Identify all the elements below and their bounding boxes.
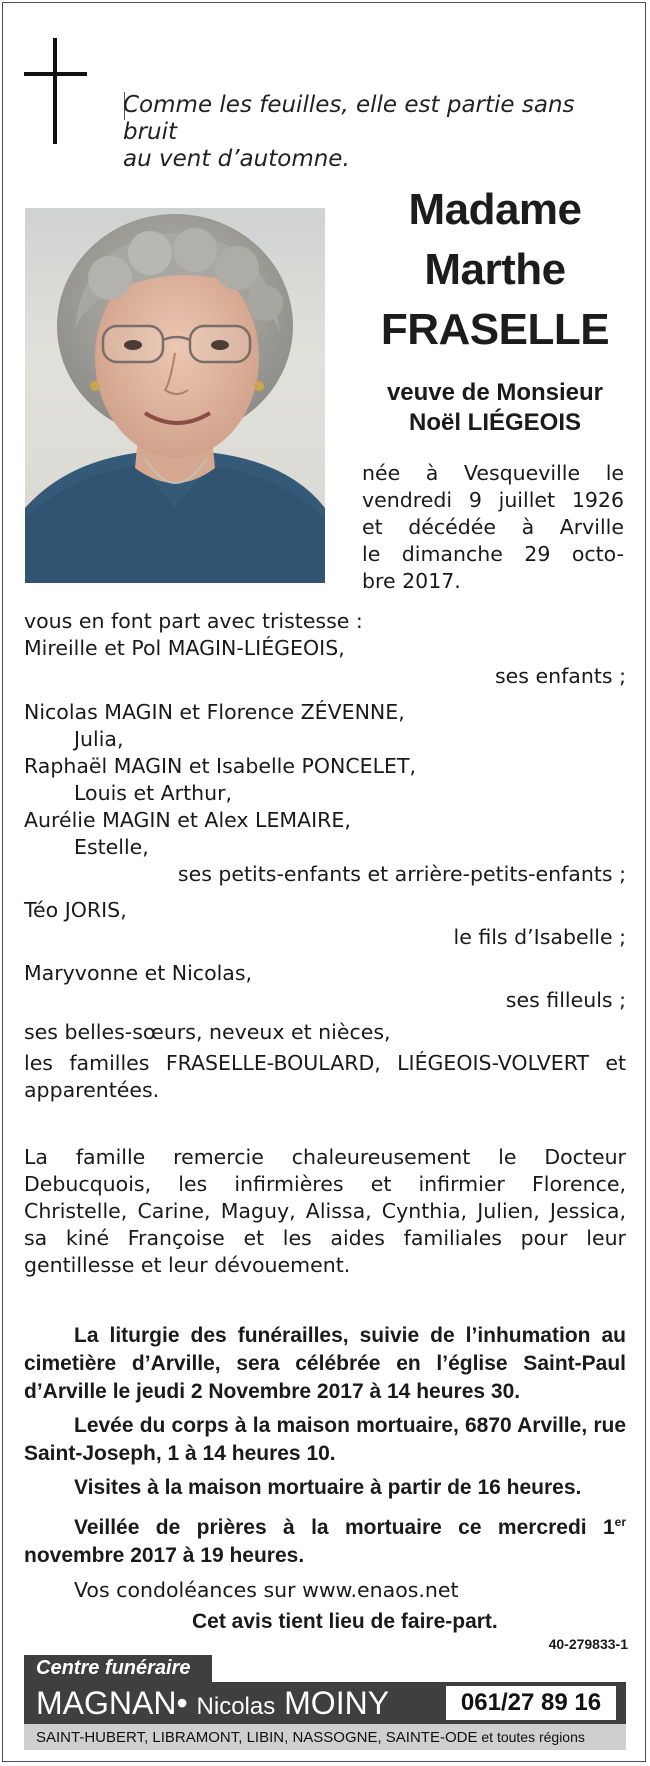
relation-label: ses filleuls ; [505,988,626,1012]
phone-number: 061/27 89 16 [460,1689,602,1716]
birth-line: vendredi 9 juillet 1926 [362,488,624,512]
vigil-sup: er [614,1515,626,1529]
funeral-center-text: Centre funéraire [36,1657,191,1679]
bullet-separator: • [176,1685,188,1721]
family-line: les familles FRASELLE-BOULARD, LIÉGEOIS-VOLVERT et apparentées. [24,1051,626,1102]
condolences-link: Vos condoléances sur www.enaos.net [74,1578,459,1602]
relation-label: le fils d’Isabelle ; [453,925,626,949]
name-last: FRASELLE [380,305,610,354]
name-nicolas: Nicolas [196,1693,276,1720]
service-towns: SAINT-HUBERT, LIBRAMONT, LIBIN, NASSOGNE, SAINTE-ODE [36,1729,478,1746]
phone-box [446,1686,616,1720]
ceremony-vigil [24,1508,626,1570]
family-line: Estelle, [74,835,149,859]
name-magnan: MAGNAN [36,1685,177,1721]
portrait-photo [25,208,325,583]
ceremony-levee: Levée du corps à la maison mortuaire, 6870 Arville, rue Saint-Joseph, 1 à 14 heures 10. [24,1414,626,1465]
ceremony-visits: Visites à la maison mortuaire à partir de 16 heures. [74,1476,582,1499]
spouse-info [330,378,650,438]
relation-label: ses enfants ; [494,664,626,688]
funeral-home-name [36,1682,389,1728]
vigil-text-end: novembre 2017 à 19 heures. [24,1544,305,1567]
family-line: Raphaël MAGIN et Isabelle PONCELET, [24,754,416,778]
family-line: Nicolas MAGIN et Florence ZÉVENNE, [24,700,405,724]
quote-line: au vent d’automne. [123,146,350,172]
ceremony-liturgy: La liturgie des funérailles, suivie de l’inhumation au cimetière d’Arville, sera célébrée en l’église Saint-Paul d’Arville le jeudi 2 Novembre 2017 à 14 heures 30. [24,1324,626,1403]
announcement [24,608,626,1104]
quote-line: Comme les feuilles, elle est partie sans bruit [123,92,575,145]
family-line: Maryvonne et Nicolas, [24,961,253,985]
family-line: Aurélie MAGIN et Alex LEMAIRE, [24,808,351,832]
announce-intro: vous en font part avec tristesse : [24,609,363,633]
relation-label: ses petits-enfants et arrière-petits-enfants ; [177,862,626,886]
birth-death-info [362,460,624,595]
family-line: ses belles-sœurs, neveux et nièces, [24,1020,391,1044]
funeral-center-label [24,1655,212,1682]
quote [123,92,623,173]
deceased-name [360,180,630,360]
family-line: Julia, [74,727,124,751]
birth-line: bre 2017. [362,569,461,593]
thanks-paragraph: La famille remercie chaleureusement le Docteur Debucquois, les infirmières et infirmier Florence, Christelle, Carine, Maguy, Alissa, Cynthia, Julien, Jessica, sa kiné Françoise et les aides familiales pour leur gentillesse et leur dévouement. [24,1145,626,1277]
name-title: Madame [408,185,582,234]
spouse-name: Noël LIÉGEOIS [408,409,582,436]
service-regions: et toutes régions [477,1729,585,1745]
name-moiny: MOINY [284,1685,390,1721]
name-first: Marthe [424,245,566,294]
service-area-banner [24,1724,626,1750]
notice-faire-part: Cet avis tient lieu de faire-part. [192,1610,498,1633]
service-area [24,1724,626,1751]
family-line: Mireille et Pol MAGIN-LIÉGEOIS, [24,636,345,660]
birth-line: née à Vesqueville le [362,461,624,485]
birth-line: et décédée à Arville [362,515,624,539]
family-line: Louis et Arthur, [74,781,233,805]
vigil-text: Veillée de prières à la mortuaire ce mercredi 1 [74,1516,615,1539]
spouse-line: veuve de Monsieur [386,379,604,406]
funeral-home-banner [24,1682,626,1724]
reference-number: 40-279833-1 [548,1636,628,1652]
family-line: Téo JORIS, [24,898,127,922]
birth-line: le dimanche 29 octo- [362,542,624,566]
ceremony-info [24,1322,626,1636]
